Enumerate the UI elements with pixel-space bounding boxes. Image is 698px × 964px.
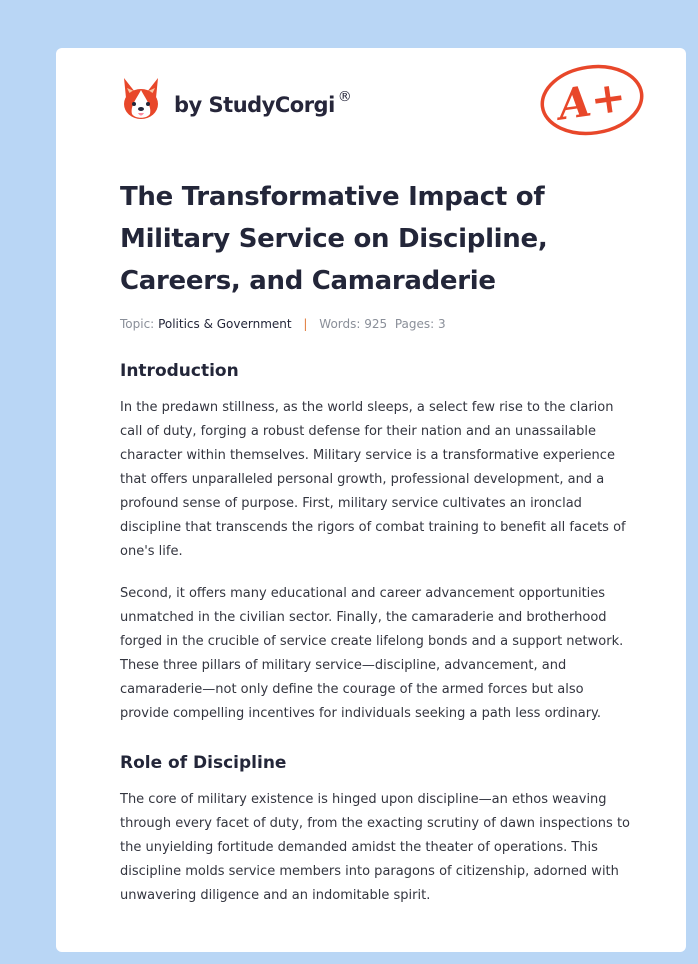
section-heading-introduction: Introduction [120, 361, 239, 381]
words-count: 925 [364, 317, 388, 331]
topic-link[interactable]: Politics & Government [158, 317, 292, 331]
document-title: The Transformative Impact of Military Service on Discipline, Careers, and Camaraderie [120, 182, 548, 296]
paragraph: The core of military existence is hinged upon discipline—an ethos weaving through every facet of duty, from the exacting scrutiny of dawn inspections to the unyielding fortitude demanded amidst the theater of operations. This discipline molds service members into paragons of citizenship, adorned with unwavering diligence and an indomitable spirit. [120, 792, 631, 903]
topic-label: Topic: [120, 317, 155, 331]
document-content [120, 176, 632, 926]
document-page [56, 48, 686, 952]
grade-badge-text: A+ [555, 71, 630, 130]
document-meta [120, 314, 632, 334]
registered-mark: ® [337, 89, 352, 105]
brand-name-text: by StudyCorgi [174, 93, 335, 117]
brand-name [174, 89, 352, 117]
paragraph: In the predawn stillness, as the world sleeps, a select few rise to the clarion call of duty, forging a robust defense for their nation and an unassailable character within themselves. Military service is a transformative experience that offers unparalleled personal growth, professional development, and a profound sense of purpose. First, military service cultivates an ironclad discipline that transcends the rigors of combat training to benefit all facets of one's life. [120, 400, 626, 559]
pages-label: Pages: [394, 317, 435, 331]
pages-count: 3 [438, 317, 446, 331]
grade-badge [538, 60, 648, 140]
words-label: Words: [319, 317, 361, 331]
meta-separator: | [303, 317, 308, 331]
paragraph: Second, it offers many educational and career advancement opportunities unmatched in the civilian sector. Finally, the camaraderie and brotherhood forged in the crucible of service create lifelong bonds and a support network. These three pillars of military service—discipline, advancement, and camaraderie—not only define the courage of the armed forces but also provide compelling incentives for individuals seeking a path less ordinary. [120, 586, 624, 721]
section-heading-role-of-discipline: Role of Discipline [120, 753, 287, 773]
corgi-logo-icon [120, 76, 162, 122]
brand-header[interactable] [120, 76, 351, 122]
